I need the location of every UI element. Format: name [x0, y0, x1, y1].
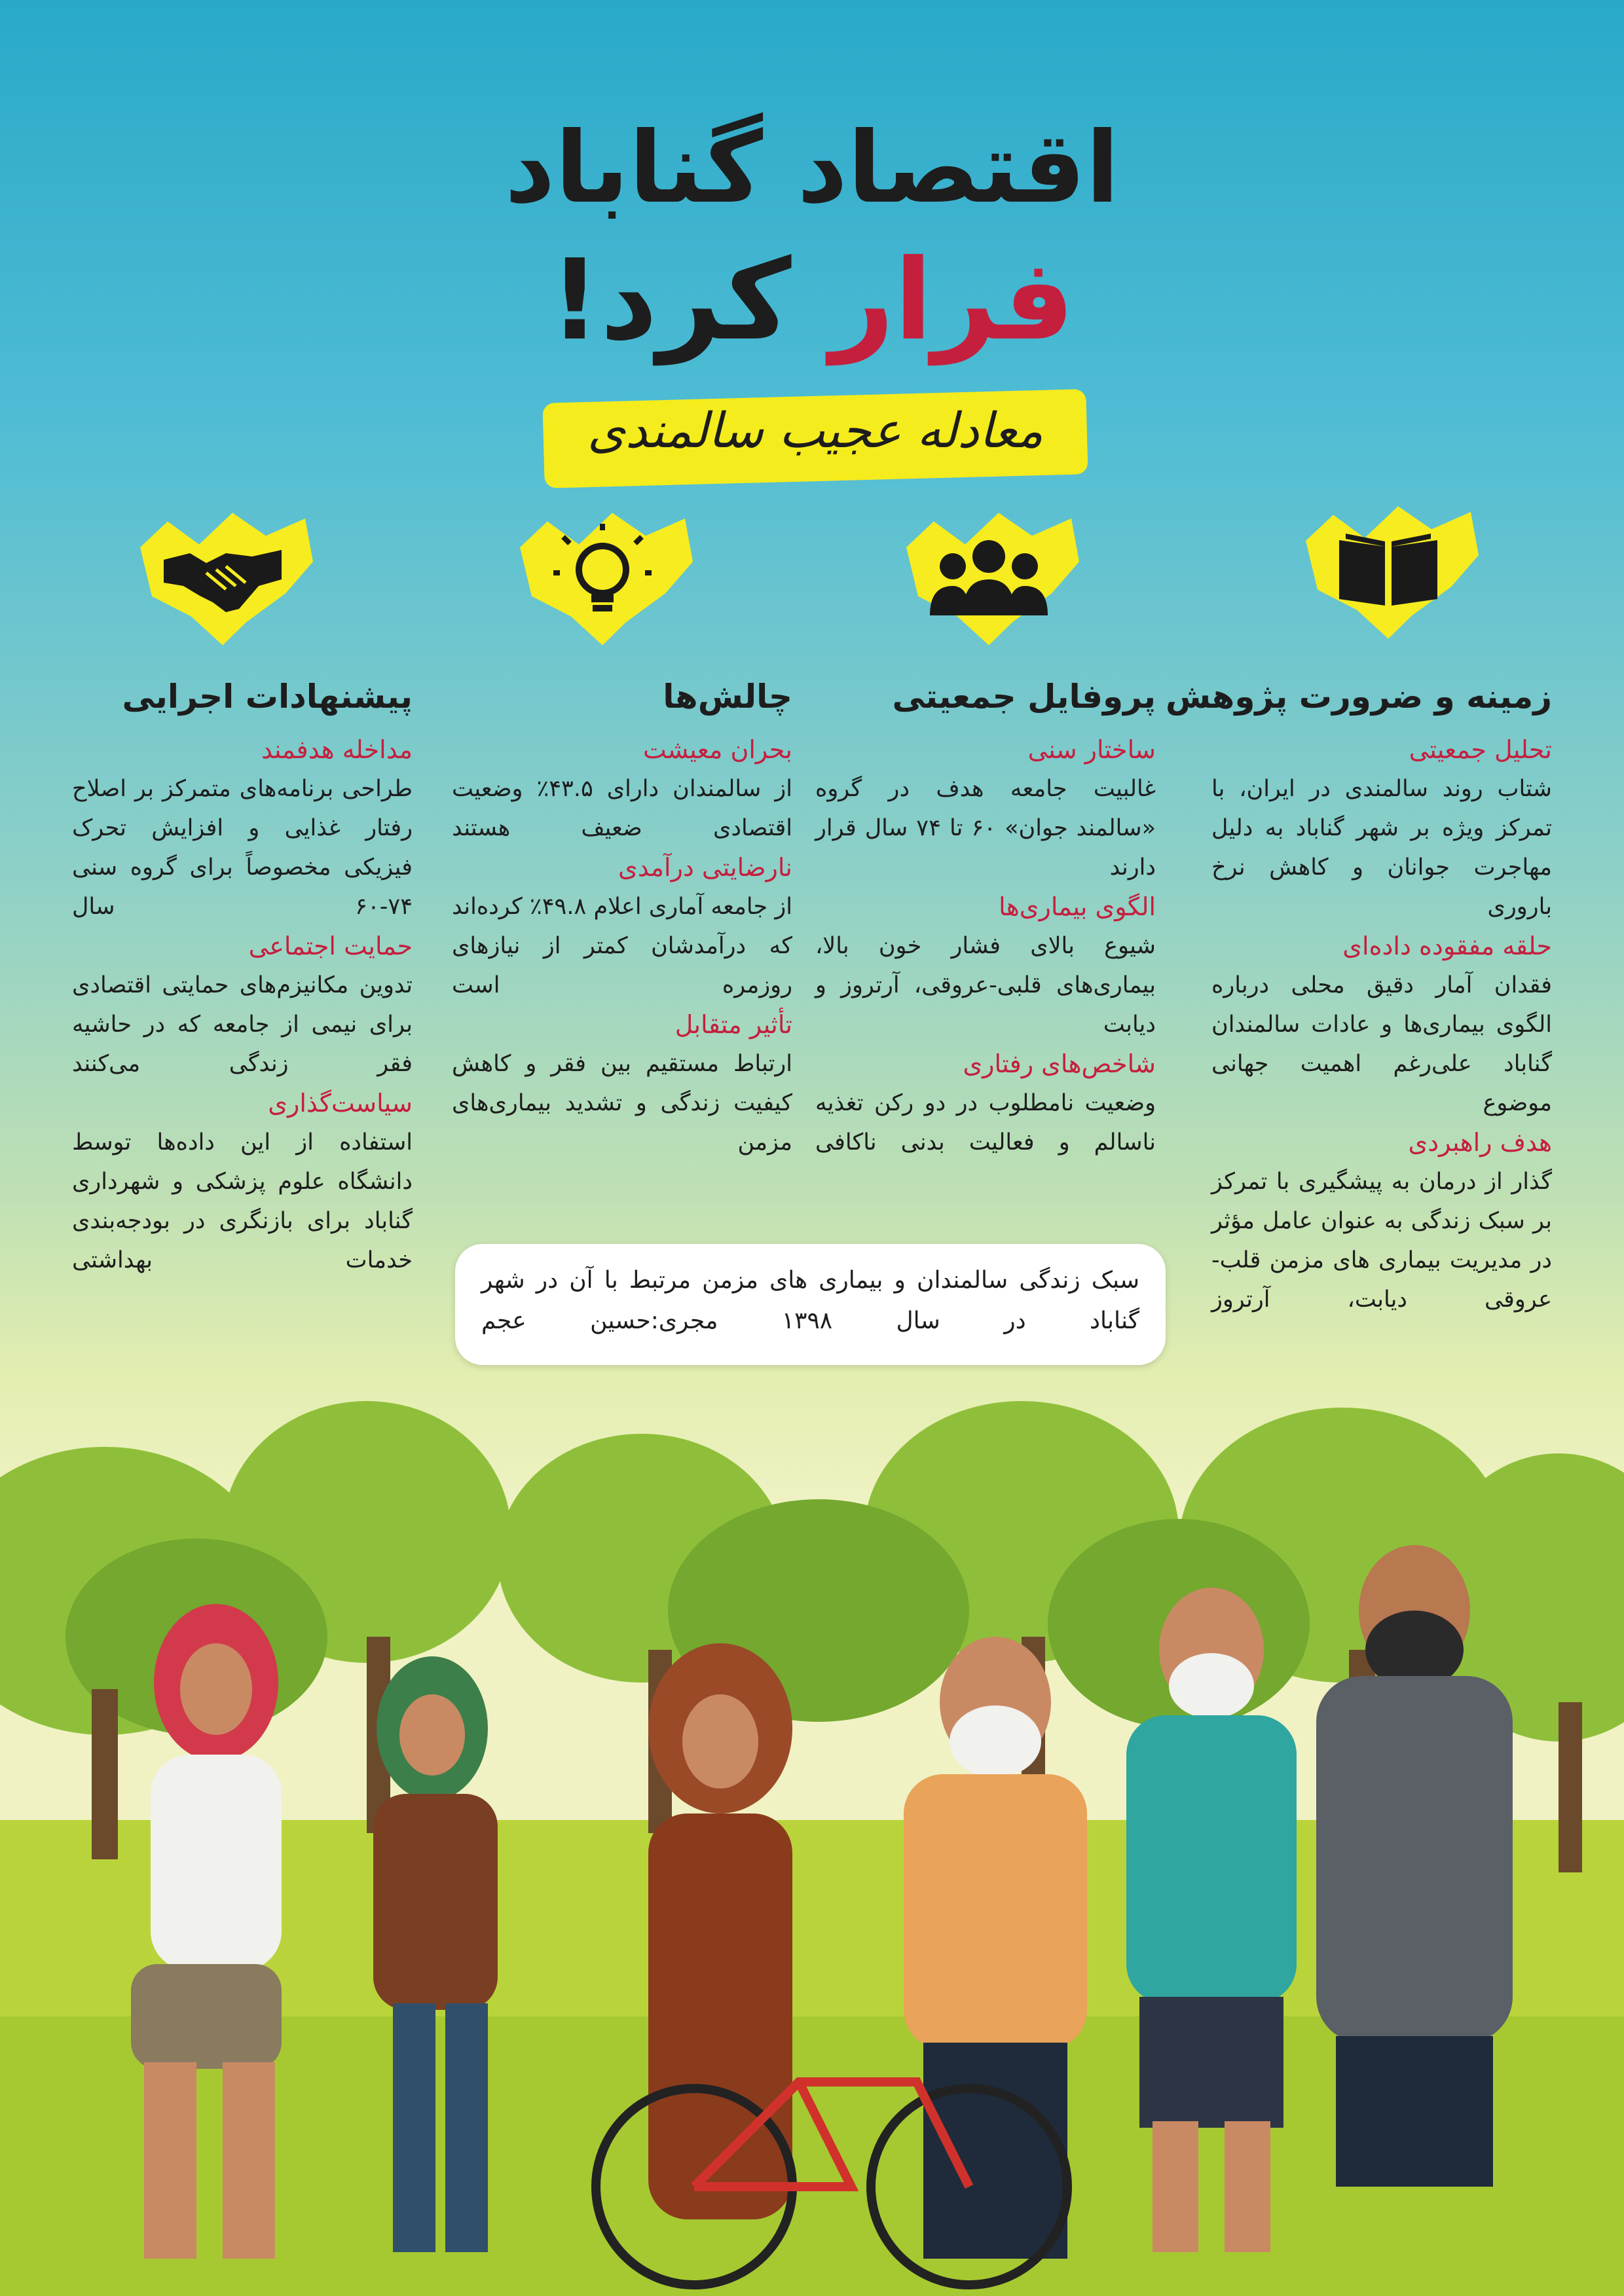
section-title: تحلیل جمعیتی: [1409, 735, 1552, 764]
section-title: حمایت اجتماعی: [248, 932, 413, 960]
title-highlight-word: فرار: [830, 236, 1075, 365]
column-heading: پیشنهادات اجرایی: [122, 678, 413, 716]
section-body: از سالمندان دارای ۴۳.۵٪ وضعیت اقتصادی ضعیف هستند: [452, 776, 793, 841]
section-title: هدف راهبردی: [1408, 1128, 1552, 1157]
section-title: الگوی بیماری‌ها: [999, 892, 1156, 921]
section-title: شاخص‌های رفتاری: [963, 1049, 1156, 1078]
column-research: [1165, 678, 1552, 1319]
section-title: بحران معیشت: [643, 735, 792, 764]
section-title: سیاست‌گذاری: [268, 1089, 413, 1118]
section-body: استفاده از این داده‌ها توسط دانشگاه علوم پزشکی و شهرداری گناباد برای بازنگری در بودجه‌بندی خدمات بهداشتی: [72, 1129, 413, 1273]
section-body: از جامعه آماری اعلام ۴۹.۸٪ کرده‌اند که درآمدشان کمتر از نیازهای روزمره است: [452, 894, 792, 998]
title-line-2-rest: کرد!: [549, 236, 792, 365]
section-title: حلقه مفقوده داده‌ای: [1342, 932, 1552, 960]
section-title: تأثیر متقابل: [674, 1010, 792, 1039]
section-body: طراحی برنامه‌های متمرکز بر اصلاح رفتار غذایی و افزایش تحرک فیزیکی مخصوصاً برای گروه سنی ۷۴-۶۰ سال: [72, 776, 413, 920]
section-body: غالبیت جامعه هدف در گروه «سالمند جوان» ۶۰ تا ۷۴ سال قرار دارند: [815, 776, 1156, 881]
title-line-1: اقتصاد گناباد: [504, 111, 1120, 225]
section-title: ساختار سنی: [1027, 735, 1156, 764]
column-heading: پروفایل جمعیتی: [892, 678, 1156, 716]
title-line-2: [0, 236, 1624, 365]
section-body: گذار از درمان به پیشگیری با تمرکز بر سبک زندگی به عنوان عامل مؤثر در مدیریت بیماری های مزمن قلب-عروقی دیابت، آرتروز: [1211, 1169, 1552, 1313]
section-body: فقدان آمار دقیق محلی درباره الگوی بیماری‌ها و عادات سالمندان گناباد علی‌رغم اهمیت جهانی موضوع: [1211, 972, 1552, 1116]
section-title: نارضایتی درآمدی: [618, 853, 792, 882]
column-heading: چالش‌ها: [663, 678, 792, 716]
section-title: مداخله هدفمند: [261, 735, 413, 764]
section-body: ارتباط مستقیم بین فقر و کاهش کیفیت زندگی و تشدید بیماری‌های مزمن: [452, 1051, 792, 1156]
lightbulb-icon: [504, 504, 701, 648]
column-profile: [815, 678, 1156, 1162]
section-body: وضعیت نامطلوب در دو رکن تغذیه ناسالم و فعالیت بدنی ناکافی: [815, 1090, 1156, 1156]
section-body: شتاب روند سالمندی در ایران، با تمرکز ویژه بر شهر گناباد به دلیل مهاجرت جوانان و کاهش نرخ باروری: [1211, 776, 1552, 920]
section-body: تدوین مکانیزم‌های حمایتی اقتصادی برای نیمی از جامعه که در حاشیه فقر زندگی می‌کنند: [72, 972, 413, 1077]
book-icon: [1290, 498, 1486, 642]
handshake-icon: [124, 504, 321, 648]
column-heading: زمینه و ضرورت پژوهش: [1165, 678, 1552, 716]
subtitle: معادله عجیب سالمندی: [587, 403, 1043, 459]
people-icon: [891, 504, 1087, 648]
caption-text: سبک زندگی سالمندان و بیماری های مزمن مرتبط با آن در شهر گناباد در سال ۱۳۹۸ مجری:حسین عجم: [481, 1267, 1139, 1334]
column-suggestions: [72, 678, 413, 1280]
section-body: شیوع بالای فشار خون بالا، بیماری‌های قلبی-عروقی، آرتروز و دیابت: [815, 933, 1156, 1038]
elderly-group-illustration: [0, 1362, 1624, 2296]
column-challenges: [452, 678, 792, 1162]
